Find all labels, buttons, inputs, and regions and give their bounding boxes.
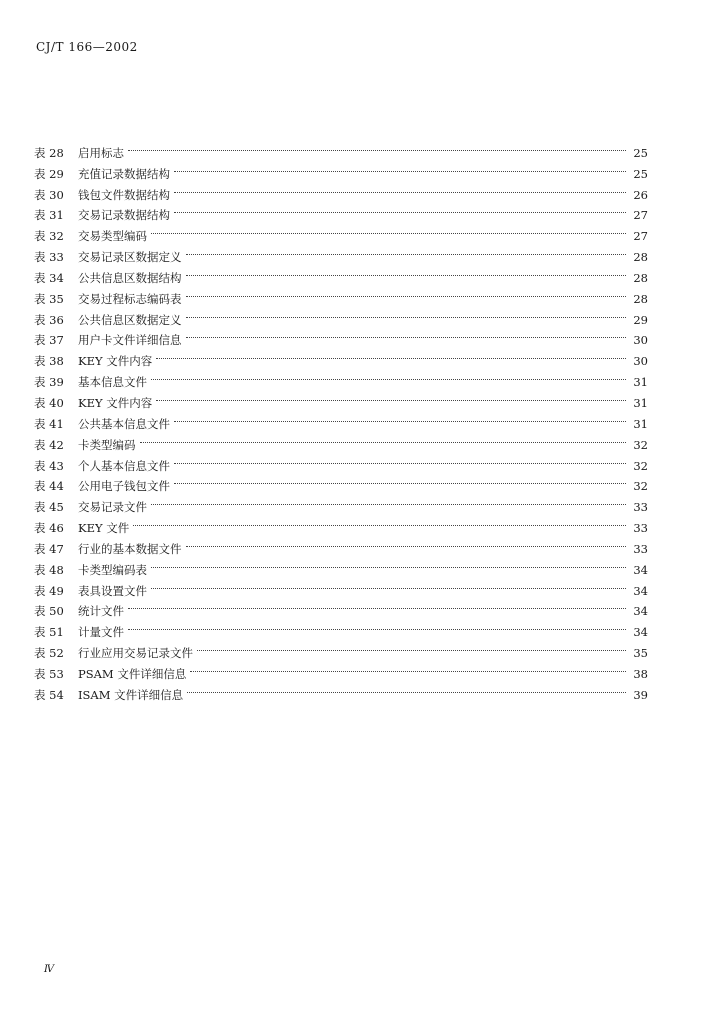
toc-entry-page: 32 — [633, 458, 648, 473]
toc-entry-page: 34 — [633, 562, 648, 577]
toc-entry-page: 31 — [633, 375, 648, 390]
dot-leader — [197, 636, 626, 657]
toc-entry-label: 表 50 — [34, 604, 64, 619]
toc-entry-title: KEY 文件 — [78, 521, 130, 536]
toc-entry-page: 38 — [633, 666, 648, 681]
toc-entry-label: 表 39 — [34, 375, 64, 390]
toc-entry-title: 卡类型编码表 — [78, 562, 147, 577]
toc-entry-title: 交易记录数据结构 — [78, 208, 170, 223]
toc-entry-label: 表 52 — [34, 646, 64, 661]
toc-entry-title: 交易记录区数据定义 — [78, 250, 182, 265]
toc-entry-label: 表 53 — [34, 666, 64, 681]
toc-entry-label: 表 36 — [34, 312, 64, 327]
dot-leader — [174, 449, 626, 470]
toc-entry[interactable] — [34, 136, 648, 160]
toc-entry-title: 卡类型编码 — [78, 437, 136, 452]
toc-entry-page: 28 — [633, 270, 648, 285]
toc-entry-title: 交易类型编码 — [78, 229, 147, 244]
toc-entry-label: 表 38 — [34, 354, 64, 369]
toc-entry-title: 公共信息区数据结构 — [78, 270, 182, 285]
dot-leader — [128, 615, 626, 636]
dot-leader — [151, 574, 626, 595]
dot-leader — [174, 178, 626, 199]
page-number: Ⅳ — [44, 964, 54, 975]
toc-entry-page: 32 — [633, 437, 648, 452]
toc-entry-page: 31 — [633, 416, 648, 431]
toc-entry-title: 公共信息区数据定义 — [78, 312, 182, 327]
toc-entry-label: 表 49 — [34, 583, 64, 598]
dot-leader — [151, 219, 626, 240]
toc-entry-label: 表 42 — [34, 437, 64, 452]
toc-entry-label: 表 43 — [34, 458, 64, 473]
toc-entry-title: 公共基本信息文件 — [78, 416, 170, 431]
dot-leader — [174, 470, 626, 491]
toc-entry-title: ISAM 文件详细信息 — [78, 687, 184, 702]
dot-leader — [186, 240, 627, 261]
toc-entry-label: 表 45 — [34, 500, 64, 515]
dot-leader — [140, 428, 627, 449]
toc-entry-title: 计量文件 — [78, 625, 124, 640]
toc-entry-title: 个人基本信息文件 — [78, 458, 170, 473]
toc-entry-title: KEY 文件内容 — [78, 395, 153, 410]
toc-entry-label: 表 51 — [34, 625, 64, 640]
toc-entry-label: 表 35 — [34, 291, 64, 306]
toc-entry-label: 表 54 — [34, 687, 64, 702]
toc-entry-label: 表 32 — [34, 229, 64, 244]
toc-entry-page: 33 — [633, 500, 648, 515]
toc-entry-label: 表 40 — [34, 395, 64, 410]
toc-entry-title: 公用电子钱包文件 — [78, 479, 170, 494]
toc-entry-page: 34 — [633, 583, 648, 598]
toc-entry-label: 表 37 — [34, 333, 64, 348]
toc-entry-page: 27 — [633, 229, 648, 244]
toc-entry-label: 表 31 — [34, 208, 64, 223]
toc-entry-page: 28 — [633, 291, 648, 306]
dot-leader — [186, 532, 627, 553]
toc-entry-title: 统计文件 — [78, 604, 124, 619]
toc-entry-label: 表 29 — [34, 166, 64, 181]
toc-entry-page: 34 — [633, 625, 648, 640]
toc-entry-label: 表 33 — [34, 250, 64, 265]
toc-entry-label: 表 47 — [34, 541, 64, 556]
toc-entry-title: 用户卡文件详细信息 — [78, 333, 182, 348]
toc-entry-page: 27 — [633, 208, 648, 223]
dot-leader — [151, 553, 626, 574]
dot-leader — [151, 365, 626, 386]
toc-entry-page: 26 — [633, 187, 648, 202]
dot-leader — [128, 136, 626, 157]
toc-entry-title: PSAM 文件详细信息 — [78, 666, 187, 681]
dot-leader — [186, 303, 627, 324]
dot-leader — [186, 261, 627, 282]
toc-entry-page: 32 — [633, 479, 648, 494]
toc-entry-label: 表 48 — [34, 562, 64, 577]
toc-entry-label: 表 28 — [34, 145, 64, 160]
dot-leader — [174, 157, 626, 178]
dot-leader — [186, 282, 627, 303]
toc-entry-label: 表 34 — [34, 270, 64, 285]
table-of-contents — [34, 136, 648, 702]
toc-entry-label: 表 46 — [34, 521, 64, 536]
toc-entry-title: 基本信息文件 — [78, 375, 147, 390]
toc-entry-page: 39 — [633, 687, 648, 702]
dot-leader — [186, 324, 627, 345]
toc-entry-page: 29 — [633, 312, 648, 327]
dot-leader — [190, 657, 626, 678]
toc-entry-label: 表 44 — [34, 479, 64, 494]
toc-entry-title: 启用标志 — [78, 145, 124, 160]
toc-entry-page: 30 — [633, 333, 648, 348]
dot-leader — [156, 386, 626, 407]
document-code: CJ/T 166—2002 — [36, 40, 138, 54]
toc-entry-page: 30 — [633, 354, 648, 369]
toc-entry-page: 33 — [633, 541, 648, 556]
dot-leader — [174, 407, 626, 428]
toc-entry-title: 充值记录数据结构 — [78, 166, 170, 181]
dot-leader — [174, 199, 626, 220]
dot-leader — [156, 344, 626, 365]
toc-entry-title: KEY 文件内容 — [78, 354, 153, 369]
toc-entry-title: 交易过程标志编码表 — [78, 291, 182, 306]
dot-leader — [151, 490, 626, 511]
toc-entry-page: 25 — [633, 145, 648, 160]
toc-entry-page: 25 — [633, 166, 648, 181]
dot-leader — [133, 511, 626, 532]
dot-leader — [187, 678, 626, 699]
dot-leader — [128, 595, 626, 616]
toc-entry-title: 表具设置文件 — [78, 583, 147, 598]
toc-entry-page: 35 — [633, 646, 648, 661]
toc-entry-title: 钱包文件数据结构 — [78, 187, 170, 202]
toc-entry-label: 表 41 — [34, 416, 64, 431]
toc-entry-title: 交易记录文件 — [78, 500, 147, 515]
toc-entry-page: 28 — [633, 250, 648, 265]
toc-entry-page: 31 — [633, 395, 648, 410]
toc-entry-title: 行业应用交易记录文件 — [78, 646, 193, 661]
toc-entry-page: 33 — [633, 521, 648, 536]
toc-entry-page: 34 — [633, 604, 648, 619]
toc-entry-label: 表 30 — [34, 187, 64, 202]
toc-entry-title: 行业的基本数据文件 — [78, 541, 182, 556]
